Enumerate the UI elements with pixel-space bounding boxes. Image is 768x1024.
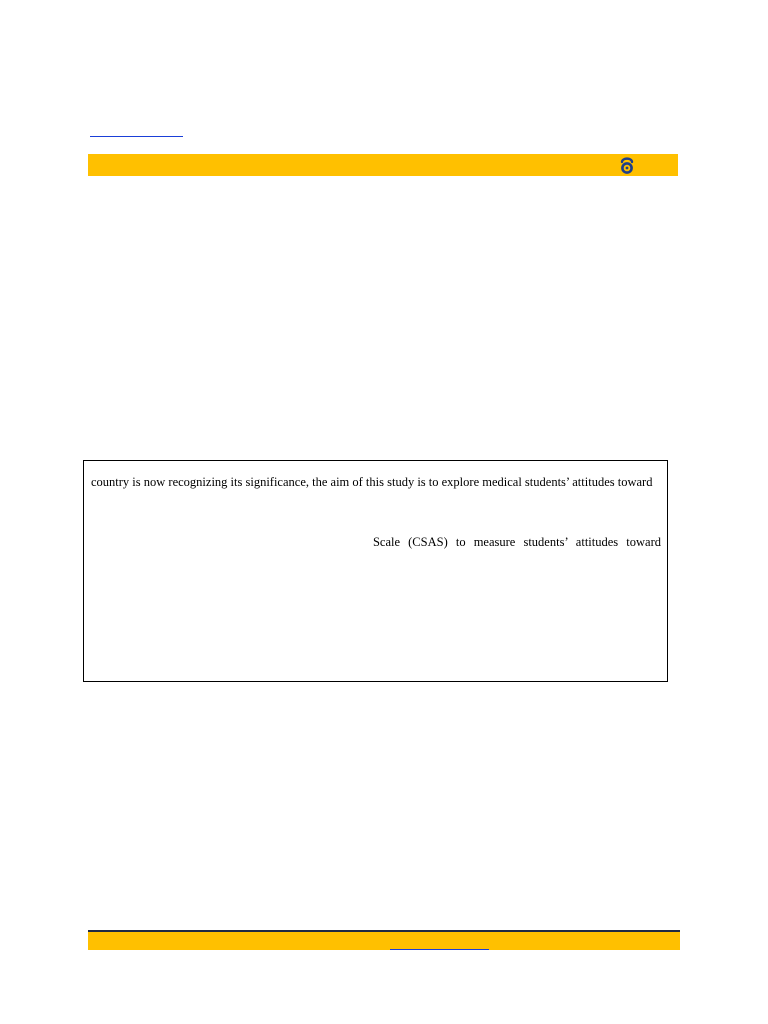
abstract-line-2: Scale (CSAS) to measure students’ attitudes toward: [372, 535, 661, 549]
open-access-icon: [618, 155, 636, 175]
abstract-box: [83, 460, 668, 682]
abstract-line-1: country is now recognizing its significance, the aim of this study is to explore medical students’ attitudes toward: [91, 475, 653, 489]
journal-header-band: [88, 154, 678, 176]
footer-link-underline[interactable]: [390, 949, 489, 950]
top-link-underline[interactable]: [90, 136, 183, 137]
footer-band: [88, 932, 680, 950]
